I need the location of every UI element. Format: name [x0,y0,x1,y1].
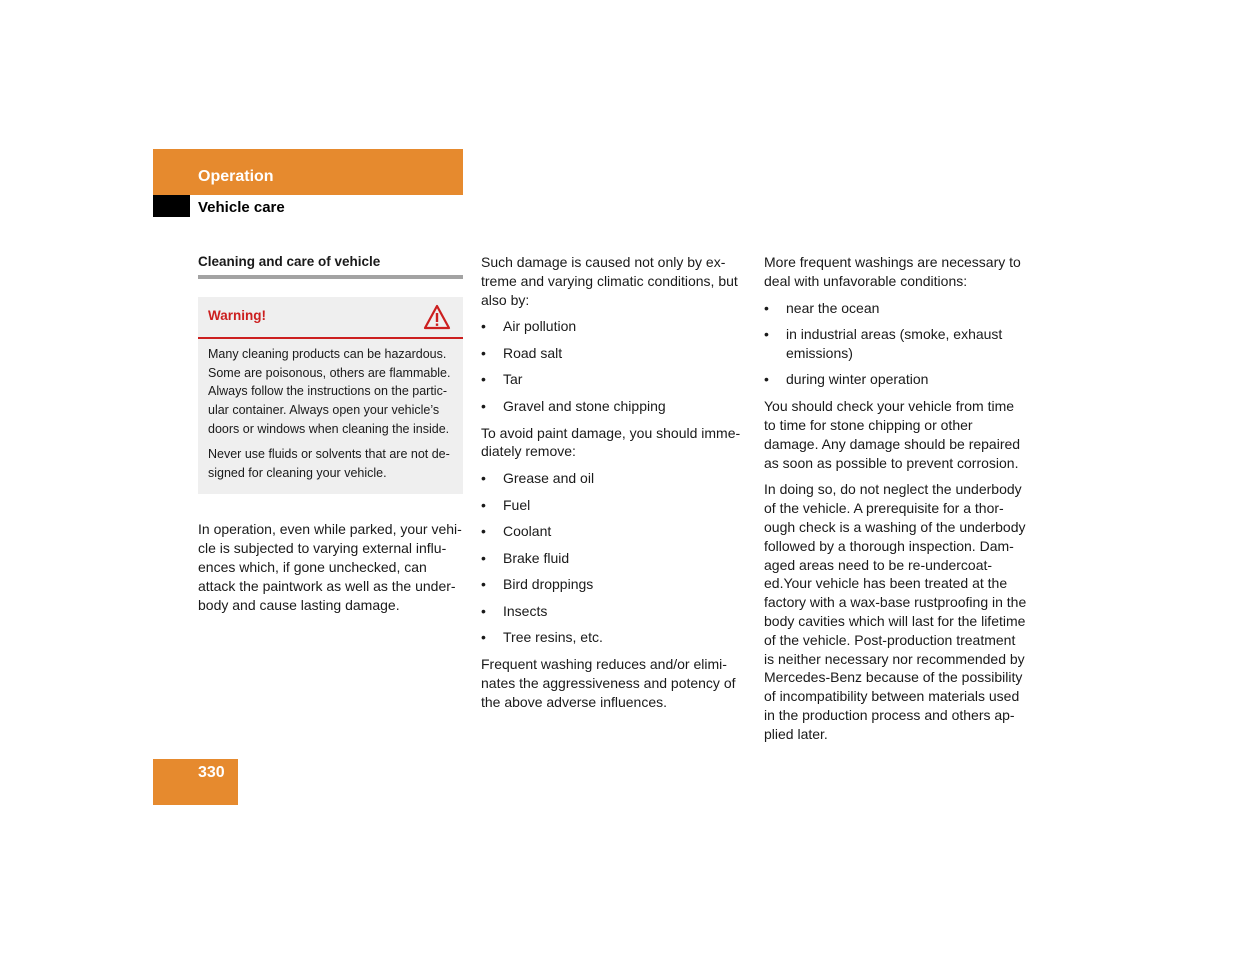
body-paragraph: You should check your vehicle from time to time for stone chipping or other damage. Any damage should be repaired as soon as possible to prevent corrosion. [764,398,1021,471]
list-item: • Grease and oil [481,469,746,488]
remove-list [481,469,746,647]
list-item: • Gravel and stone chipping [481,397,746,416]
warning-paragraph: Never use fluids or solvents that are not de-signed for cleaning your vehicle. [208,446,450,480]
column-3 [764,253,1029,752]
conditions-list [764,299,1029,390]
warning-paragraph: Many cleaning products can be hazardous. Some are poisonous, others are flammable. Always follow the instructions on the partic-ular container. Always open your vehicle’s doors or windows when cleaning the inside. [208,346,451,436]
remove-intro: To avoid paint damage, you should imme-diately remove: [481,424,741,460]
warning-triangle-icon [423,304,451,330]
list-item: • near the ocean [764,299,1029,318]
body-paragraph: In doing so, do not neglect the underbody of the vehicle. A prerequisite for a thor-ough check is a washing of the underbody followed by a thorough inspection. Dam-aged areas need to be re-undercoat-ed.Your vehicle has been treated at the factory with a wax-base rustproofing in the body cavities which will last for the lifetime of the vehicle. Post-production treatment is neither necessary nor recommended by Mercedes-Benz because of the possibility of incompatibility between materials used in the production process and others ap-plied later. [764,481,1027,742]
subsection-title: Vehicle care [198,199,285,216]
list-item: • Bird droppings [481,575,746,594]
warning-body [198,339,463,495]
column-1 [198,253,463,622]
section-heading: Cleaning and care of vehicle [198,253,463,279]
list-item: • Insects [481,602,746,621]
list-item: • Coolant [481,522,746,541]
conditions-intro: More frequent washings are necessary to deal with unfavorable conditions: [764,254,1021,289]
section-marker [153,195,190,217]
causes-intro: Such damage is caused not only by ex-treme and varying climatic conditions, but also by: [481,254,738,308]
column-2 [481,253,746,719]
list-item: • Brake fluid [481,549,746,568]
list-item: • during winter operation [764,370,1029,389]
list-item: • Road salt [481,344,746,363]
page-number: 330 [198,764,225,781]
list-item: • Tar [481,370,746,389]
warning-box [198,297,463,495]
section-title: Operation [198,168,274,185]
warning-label: Warning! [208,308,266,324]
list-item: • Fuel [481,496,746,515]
causes-list [481,317,746,415]
list-item: • Tree resins, etc. [481,628,746,647]
list-item: • in industrial areas (smoke, exhaust emissions) [764,325,1029,363]
warning-header [198,297,463,339]
closing-paragraph: Frequent washing reduces and/or elimi-nates the aggressiveness and potency of the above adverse influences. [481,655,736,710]
page-number-box [153,759,238,805]
body-paragraph: In operation, even while parked, your vehi-cle is subjected to varying external influ-ences which, if gone unchecked, can attack the paintwork as well as the under-body and cause lasting damage. [198,521,462,613]
list-item: • Air pollution [481,317,746,336]
